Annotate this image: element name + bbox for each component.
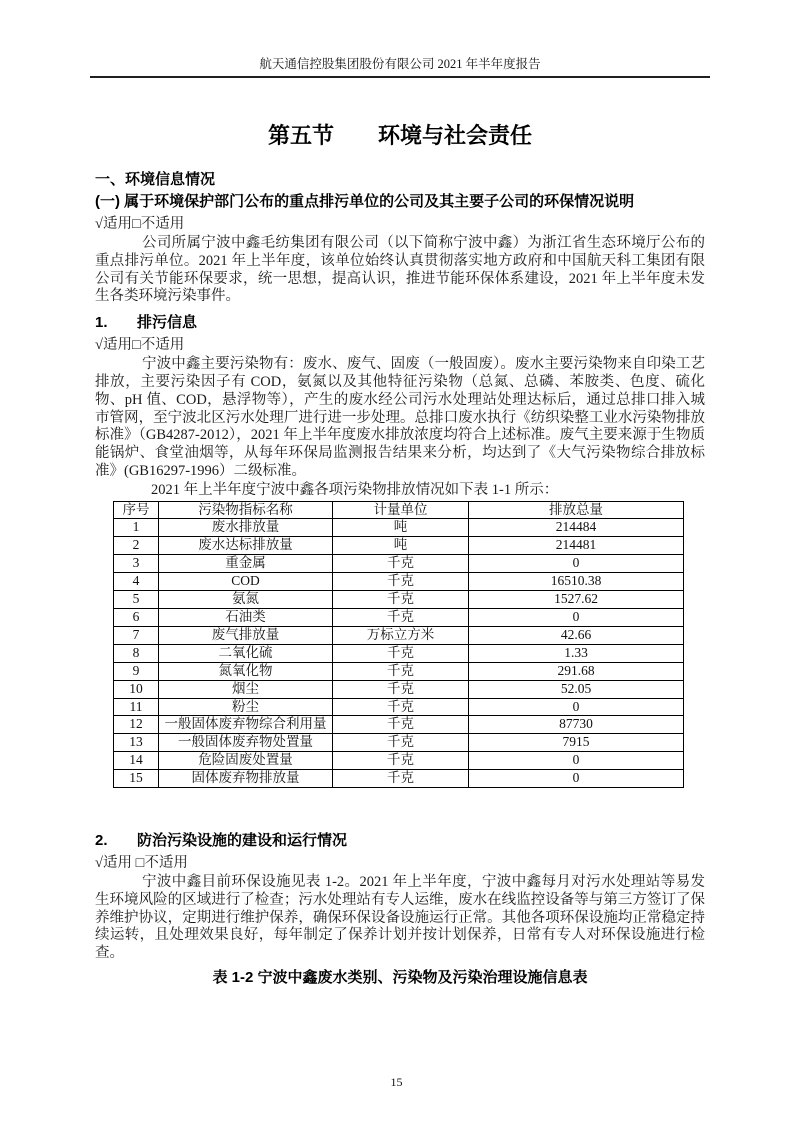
table-cell: 废气排放量 — [159, 626, 333, 644]
applicability-note-2: √适用□不适用 — [95, 337, 185, 354]
table-row — [114, 573, 684, 591]
table-row — [114, 752, 684, 770]
table-intro-text: 2021 年上半年度宁波中鑫各项污染物排放情况如下表 1-1 所示： — [151, 481, 559, 498]
table-cell: 危险固废处置量 — [159, 752, 333, 770]
table-cell: 废水排放量 — [159, 519, 333, 537]
table-cell: 氮氧化物 — [159, 662, 333, 680]
body-paragraph-facilities: 宁波中鑫目前环保设施见表 1-2。2021 年上半年度，宁波中鑫每月对污水处理站等易发生环境风险的区域进行了检查；污水处理站有专人运维，废水在线监控设备等与第三方签订了保养维护协议，定期进行维护保养，确保环保设备设施运行正常。其他各项环保设施均正常稳定持续运转，且处理效果良好，每年制定了保养计划并按计划保养，日常有专人对环保设施进行检查。 — [95, 874, 705, 962]
table-cell: 10 — [114, 680, 159, 698]
table-cell: 千克 — [333, 644, 469, 662]
table-row — [114, 698, 684, 716]
table-cell: 一般固体废弃物综合利用量 — [159, 716, 333, 734]
table-cell: 5 — [114, 591, 159, 609]
item-number: 2. — [95, 832, 108, 850]
table-cell: 12 — [114, 716, 159, 734]
table-cell: 291.68 — [469, 662, 684, 680]
table-row — [114, 609, 684, 627]
table-row — [114, 734, 684, 752]
table-cell: COD — [159, 573, 333, 591]
table-row — [114, 770, 684, 788]
table-row — [114, 644, 684, 662]
table-cell: 万标立方米 — [333, 626, 469, 644]
table-header-cell-unit: 计量单位 — [333, 501, 469, 519]
table-cell: 87730 — [469, 716, 684, 734]
page-number: 15 — [390, 1075, 403, 1089]
table-row — [114, 680, 684, 698]
emissions-table-body — [114, 519, 684, 788]
table-row — [114, 662, 684, 680]
table-header-cell-index: 序号 — [114, 501, 159, 519]
subsection-heading-key-polluter: (一) 属于环境保护部门公布的重点排污单位的公司及其主要子公司的环保情况说明 — [95, 193, 635, 210]
table-cell: 一般固体废弃物处置量 — [159, 734, 333, 752]
body-paragraph-pollutants: 宁波中鑫主要污染物有：废水、废气、固废（一般固废）。废水主要污染物来自印染工艺排放，主要污染因子有 COD，氨氮以及其他特征污染物（总氮、总磷、苯胺类、色度、硫化物、pH 值、COD，悬浮物等），产生的废水经公司污水处理站处理达标后，通过总排口排入城市管网，至宁波北区污水处理厂进行进一步处理。总排口废水执行《纺织染整工业水污染物排放标准》（GB4287-2012），2021 年上半年度废水排放浓度均符合上述标准。废气主要来源于生物质能锅炉、食堂油烟等，从每年环保局监测报告结果来分析，均达到了《大气污染物综合排放标准》(GB16297-1996）二级标准。 — [95, 356, 705, 479]
table-cell: 4 — [114, 573, 159, 591]
table-cell: 粉尘 — [159, 698, 333, 716]
table-cell: 0 — [469, 609, 684, 627]
item-number: 1. — [95, 314, 108, 332]
page-header — [95, 56, 705, 78]
section-heading-environment-info: 一、环境信息情况 — [95, 171, 216, 188]
report-header-text: 航天通信控股集团股份有限公司 2021 年半年度报告 — [259, 57, 541, 71]
table-row — [114, 626, 684, 644]
table-cell: 11 — [114, 698, 159, 716]
table-cell: 42.66 — [469, 626, 684, 644]
table-row — [114, 555, 684, 573]
table-cell: 千克 — [333, 609, 469, 627]
table-cell: 千克 — [333, 770, 469, 788]
table-cell: 千克 — [333, 716, 469, 734]
table-cell: 二氧化硫 — [159, 644, 333, 662]
table-cell: 13 — [114, 734, 159, 752]
table-header-cell-total-emission: 排放总量 — [469, 501, 684, 519]
table-cell: 9 — [114, 662, 159, 680]
table-row — [114, 716, 684, 734]
table-cell: 2 — [114, 537, 159, 555]
table-cell: 吨 — [333, 519, 469, 537]
table-cell: 千克 — [333, 555, 469, 573]
emissions-table — [113, 501, 684, 789]
table-cell: 1527.62 — [469, 591, 684, 609]
table-header-row — [114, 501, 684, 519]
table-cell: 石油类 — [159, 609, 333, 627]
table-cell: 6 — [114, 609, 159, 627]
table-cell: 0 — [469, 555, 684, 573]
table-cell: 吨 — [333, 537, 469, 555]
item-heading-label: 防治污染设施的建设和运行情况 — [137, 832, 348, 850]
table-row — [114, 537, 684, 555]
item-heading-pollution-control-facilities — [95, 831, 705, 851]
table-cell: 千克 — [333, 680, 469, 698]
table-cell: 214484 — [469, 519, 684, 537]
table-cell: 7915 — [469, 734, 684, 752]
header-rule — [90, 76, 710, 78]
table-cell: 重金属 — [159, 555, 333, 573]
body-paragraph-company-overview: 公司所属宁波中鑫毛纺集团有限公司（以下简称宁波中鑫）为浙江省生态环境厅公布的重点排污单位。2021 年上半年度，该单位始终认真贯彻落实地方政府和中国航天科工集团有限公司有关节能环保要求，统一思想，提高认识，推进节能环保体系建设，2021 年上半年度未发生各类环境污染事件。 — [95, 235, 705, 305]
table-cell: 52.05 — [469, 680, 684, 698]
table-header-cell-pollutant-name: 污染物指标名称 — [159, 501, 333, 519]
table-cell: 废水达标排放量 — [159, 537, 333, 555]
table-cell: 千克 — [333, 752, 469, 770]
table-cell: 1.33 — [469, 644, 684, 662]
table-cell: 0 — [469, 770, 684, 788]
table-cell: 千克 — [333, 662, 469, 680]
table-cell: 固体废弃物排放量 — [159, 770, 333, 788]
table-cell: 千克 — [333, 573, 469, 591]
table-cell: 14 — [114, 752, 159, 770]
page-title: 第五节 环境与社会责任 — [267, 123, 532, 148]
table-cell: 烟尘 — [159, 680, 333, 698]
table-cell: 8 — [114, 644, 159, 662]
table-cell: 0 — [469, 698, 684, 716]
table-cell: 15 — [114, 770, 159, 788]
table-row — [114, 519, 684, 537]
table-cell: 0 — [469, 752, 684, 770]
item-heading-emission-info — [95, 313, 705, 333]
table-cell: 214481 — [469, 537, 684, 555]
table-1-2-caption: 表 1-2 宁波中鑫废水类别、污染物及污染治理设施信息表 — [212, 969, 588, 987]
table-cell: 氨氮 — [159, 591, 333, 609]
table-cell: 千克 — [333, 698, 469, 716]
table-cell: 3 — [114, 555, 159, 573]
table-cell: 16510.38 — [469, 573, 684, 591]
applicability-note-3: √适用 □不适用 — [95, 855, 188, 872]
table-cell: 千克 — [333, 734, 469, 752]
table-cell: 7 — [114, 626, 159, 644]
table-row — [114, 591, 684, 609]
table-cell: 1 — [114, 519, 159, 537]
item-heading-label: 排污信息 — [137, 314, 198, 332]
applicability-note-1: √适用□不适用 — [95, 216, 185, 232]
table-cell: 千克 — [333, 591, 469, 609]
